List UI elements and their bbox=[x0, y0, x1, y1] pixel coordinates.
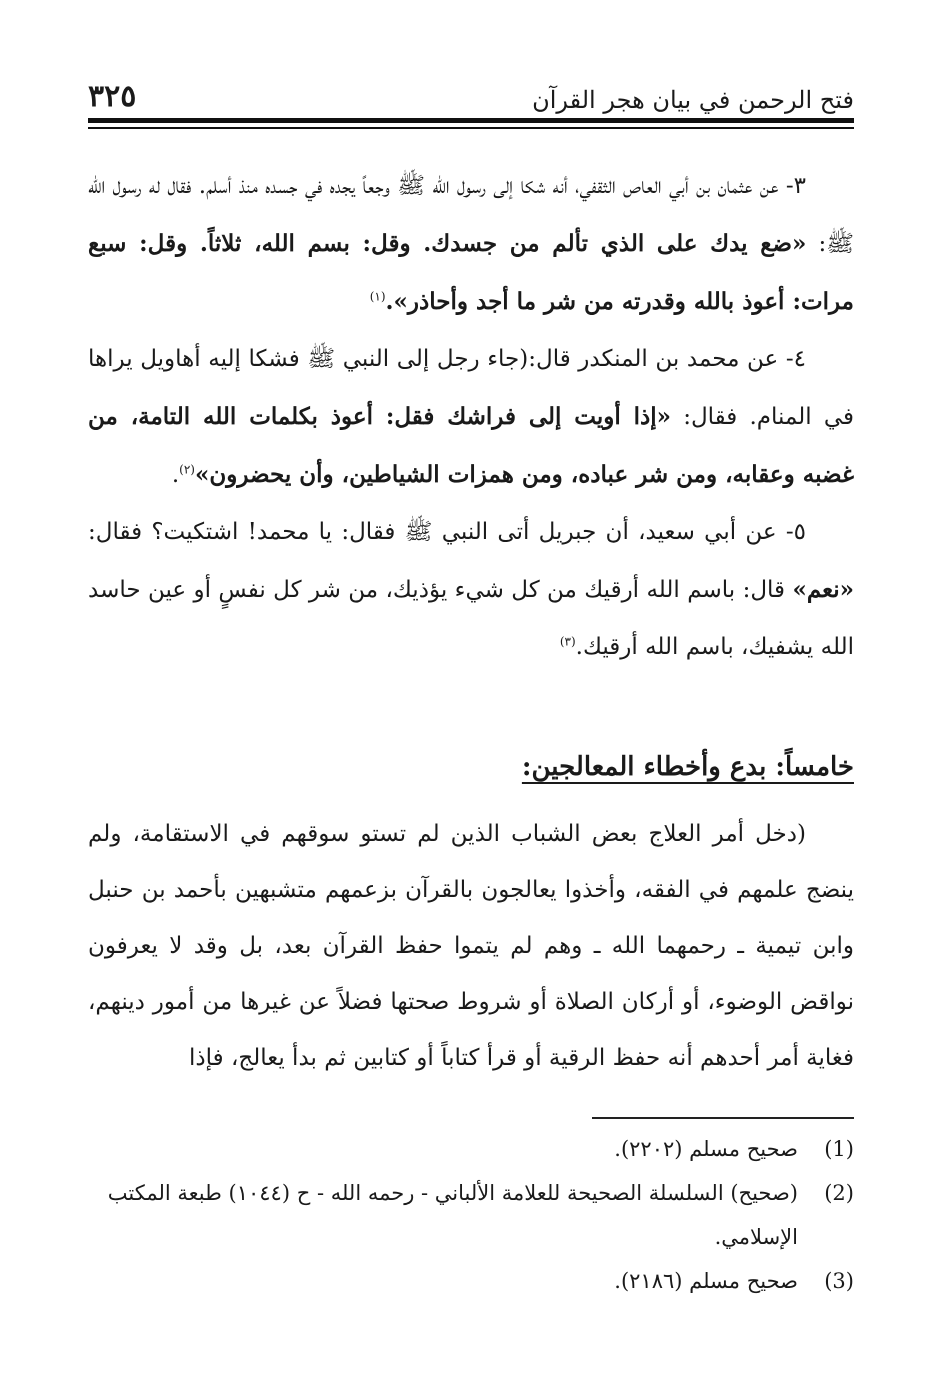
footnote-text: صحيح مسلم (٢٢٠٢). bbox=[614, 1137, 798, 1161]
page-number: ٣٢٥ bbox=[88, 79, 137, 114]
hadith-paragraph-4 bbox=[88, 331, 854, 504]
main-text bbox=[88, 158, 854, 676]
footnote-marker: (٢) bbox=[179, 462, 195, 477]
footnotes bbox=[88, 1127, 854, 1303]
hadith-paragraph-5 bbox=[88, 504, 854, 676]
footnote-number: (2) bbox=[824, 1181, 854, 1205]
section-heading: خامساً: بدع وأخطاء المعالجين: bbox=[521, 752, 854, 782]
footnote-number: (1) bbox=[824, 1137, 854, 1161]
footnote-item bbox=[88, 1127, 854, 1171]
footnote-separator bbox=[592, 1117, 854, 1119]
book-title: فتح الرحمن في بيان هجر القرآن bbox=[532, 86, 854, 114]
header-rule-thick bbox=[88, 118, 854, 123]
paragraph-end: . bbox=[171, 462, 180, 488]
running-header bbox=[88, 70, 854, 114]
paragraph-text: ٣- عن عثمان بن أبي العاص الثقفي، أنه شكا إلى رسول الله ﷺ وجعاً يجده في جسده منذ أسلم. فقال له رسول الله ﷺ: bbox=[88, 173, 854, 257]
hadith-quote: «إذا أويت إلى فراشك فقل: أعوذ بكلمات الله التامة، من غضبه وعقابه، ومن شر عباده، ومن همزات الشياطين، وأن يحضرون» bbox=[88, 403, 854, 488]
hadith-paragraph-3 bbox=[88, 158, 854, 331]
hadith-quote: «نعم» bbox=[792, 576, 854, 603]
footnote-marker: (١) bbox=[369, 289, 386, 304]
paragraph-text: ٤- عن محمد بن المنكدر قال:(جاء رجل إلى النبي ﷺ فشكا إليه أهاويل يراها في المنام. فقال: bbox=[88, 346, 854, 430]
hadith-quote: «ضع يدك على الذي تألم من جسدك. وقل: بسم الله، ثلاثاً. وقل: سبع مرات: أعوذ بالله وقدرته من شر ما أجد وأحاذر». bbox=[88, 230, 854, 315]
section-text-block bbox=[88, 806, 854, 1086]
footnote-item bbox=[88, 1259, 854, 1303]
footnote-item bbox=[88, 1171, 854, 1259]
footnote-marker: (٣) bbox=[559, 634, 576, 649]
footnote-text: صحيح مسلم (٢١٨٦). bbox=[614, 1269, 798, 1293]
footnote-number: (3) bbox=[824, 1269, 854, 1293]
paragraph-text: قال: باسم الله أرقيك من كل شيء يؤذيك، من شر كل نفسٍ أو عين حاسد الله يشفيك، باسم الله أرقيك. bbox=[88, 577, 854, 660]
paragraph-text: ٥- عن أبي سعيد، أن جبريل أتى النبي ﷺ فقال: يا محمد! اشتكيت؟ فقال: bbox=[88, 519, 806, 545]
header-rule-thin bbox=[88, 127, 854, 129]
section-paragraph: (دخل أمر العلاج بعض الشباب الذين لم تستو سوقهم في الاستقامة، ولم ينضج علمهم في الفقه، وأخذوا يعالجون بالقرآن بزعمهم متشبهين بأحمد بن حنبل وابن تيمية ـ رحمهما الله ـ وهم لم يتموا حفظ القرآن بعد، بل وقد لا يعرفون نواقض الوضوء، أو أركان الصلاة أو شروط صحتها فضلاً عن غيرها من أمور دينهم، فغاية أمر أحدهم أنه حفظ الرقية أو قرأ كتاباً أو كتابين ثم بدأ يعالج، فإذا bbox=[88, 821, 854, 1071]
footnote-text: (صحيح) السلسلة الصحيحة للعلامة الألباني - رحمه الله - ح (١٠٤٤) طبعة المكتب الإسلامي. bbox=[107, 1181, 798, 1249]
